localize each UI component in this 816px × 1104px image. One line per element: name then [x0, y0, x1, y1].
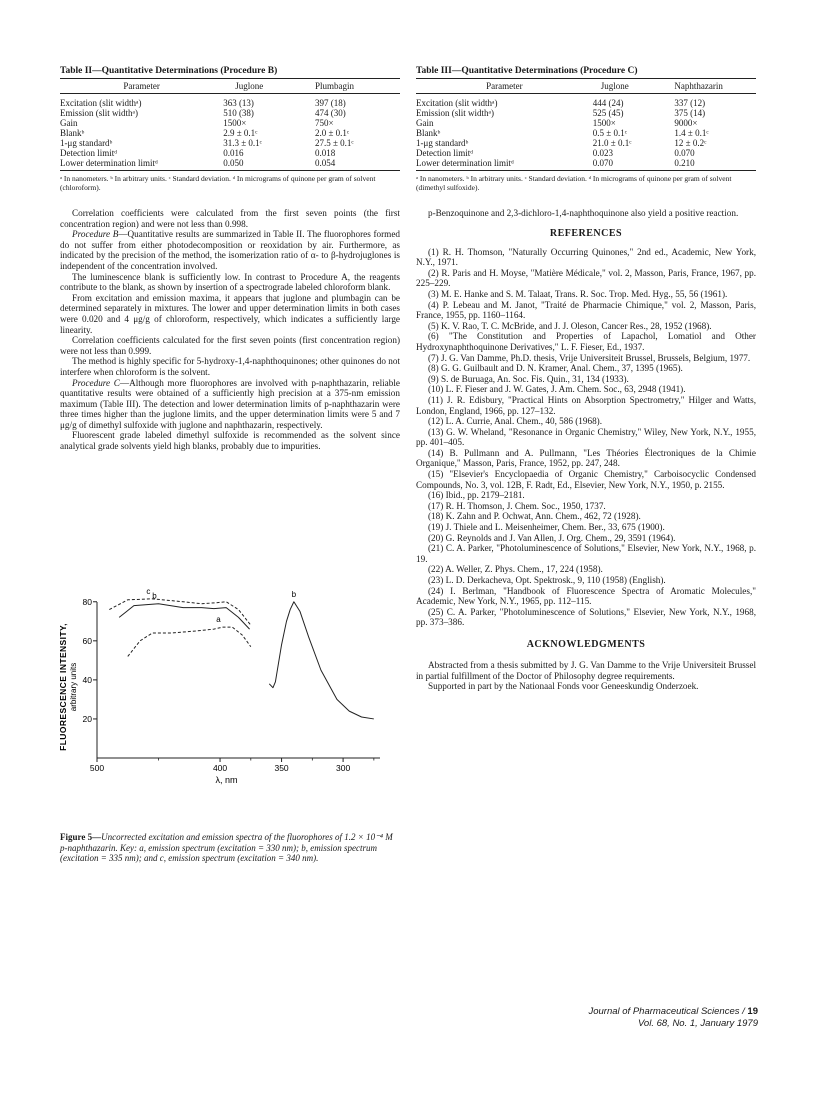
table-row — [416, 108, 756, 118]
reference-item: (22) A. Weller, Z. Phys. Chem., 17, 224 (1958). — [428, 564, 603, 575]
table-cell: 2.9 ± 0.1ᶜ — [223, 128, 258, 138]
table-cell: 0.018 — [314, 148, 336, 158]
table-cell: 0.023 — [592, 148, 614, 158]
table-cell: 0.070 — [593, 158, 675, 171]
paragraph: The luminescence blank is sufficiently low. In contrast to Procedure A, the reagents contribute to the blank, as shown by insertion of a spectrograde labeled chloroform blank. — [60, 271, 400, 293]
series-label: a — [216, 615, 221, 625]
series-label: b — [152, 591, 157, 601]
table-3-header: Juglone — [593, 79, 675, 94]
reference-item: (5) K. V. Rao, T. C. McBride, and J. J. Oleson, Cancer Res., 28, 1952 (1968). — [428, 320, 712, 331]
series-line-c — [109, 599, 251, 625]
table-cell: 0.050 — [223, 158, 315, 171]
reference-item: (1) R. H. Thomson, "Naturally Occurring Quinones," 2nd ed., Academic, New York, N.Y., 1971. — [416, 246, 756, 268]
reference-item: (21) C. A. Parker, "Photoluminescence of Solutions," Elsevier, New York, N.Y., 1968, p. 19. — [416, 543, 756, 564]
reference-item: (8) G. G. Guilbault and D. N. Kramer, Anal. Chem., 37, 1395 (1965). — [428, 363, 683, 374]
page-number: 19 — [747, 1006, 758, 1017]
references-heading: REFERENCES — [549, 227, 623, 239]
table-cell: 750× — [314, 118, 334, 128]
figure-5-caption: Figure 5—Uncorrected excitation and emission spectra of the fluorophores of 1.2 × 10⁻⁴ M p-naphthazarin. Key: a, emission spectrum (excitation = 330 nm); b, emission spectrum (excitation = 335 nm); and c, emission spectrum (excitation = 340 nm). — [60, 832, 393, 864]
reference-item: (23) L. D. Derkacheva, Opt. Spektrosk., 9, 110 (1958) (English). — [428, 575, 666, 585]
x-tick-label: 350 — [274, 763, 289, 773]
table-2-header: Juglone — [223, 79, 315, 94]
table-cell: Gain — [416, 118, 434, 128]
table-cell: 0.210 — [674, 158, 756, 171]
y-axis-label: FLUORESCENCE INTENSITY, — [58, 623, 68, 751]
paragraph: p-Benzoquinone and 2,3-dichloro-1,4-naphthoquinone also yield a positive reaction. — [428, 208, 739, 218]
table-cell: 1-μg standardᵇ — [60, 138, 113, 148]
table-cell: Gain — [60, 118, 78, 128]
table-cell: 1500× — [592, 118, 616, 128]
table-row — [60, 118, 400, 128]
paragraph: From excitation and emission maxima, it appears that juglone and plumbagin can be determined separately in mixtures. The lower and upper determination limits in both cases were 0.020 and 4 μg/g of chloroform, respectively, which indicates a sufficiently large linearity. — [60, 292, 400, 335]
table-cell: 337 (12) — [674, 98, 706, 108]
y-tick-label: 80 — [82, 596, 92, 607]
reference-item: (10) L. F. Fieser and J. W. Gates, J. Am. Chem. Soc., 63, 2948 (1941). — [428, 384, 686, 395]
table-cell: 9000× — [674, 118, 698, 128]
table-3-header: Parameter — [416, 79, 593, 94]
figure-5 — [58, 586, 400, 842]
reference-item: (20) G. Reynolds and J. Van Allen, J. Org. Chem., 29, 3591 (1964). — [428, 532, 676, 543]
table-cell: Excitation (slit widthᵃ) — [416, 98, 498, 108]
reference-item: (16) Ibid., pp. 2179–2181. — [428, 490, 525, 501]
table-cell: 525 (45) — [592, 108, 624, 118]
table-cell: Lower determination limitᵈ — [416, 158, 593, 171]
table-row — [416, 138, 756, 148]
table-cell: 0.054 — [315, 158, 400, 171]
series-label: b — [291, 589, 297, 599]
table-row — [60, 158, 400, 171]
table-cell: Detection limitᵈ — [416, 148, 474, 158]
page-footer — [588, 1006, 758, 1029]
table-cell: 397 (18) — [314, 98, 346, 108]
table-cell: Blankᵇ — [60, 128, 85, 138]
table-3-header: Naphthazarin — [674, 79, 756, 94]
table-row — [60, 128, 400, 138]
paragraph: Procedure C—Although more fluorophores are involved with p-naphthazarin, reliable quantitative results were obtained of a sufficiently high precision at a 375-nm emission maximum (Table III). The detection and lower determination limits of p-naphthazarin were three times higher than the juglone limits, and the upper determination limits were 5 and 7 μg/g of dimethyl sulfoxide with juglone and naphthazarin, respectively. — [60, 377, 400, 430]
table-cell: 0.070 — [674, 148, 695, 158]
volume-line: Vol. 68, No. 1, January 1979 — [637, 1017, 758, 1029]
reference-item: (19) J. Thiele and L. Meisenheimer, Chem. Ber., 33, 675 (1900). — [428, 522, 665, 533]
series-label: c — [146, 586, 151, 596]
paragraph: Procedure B—Quantitative results are summarized in Table II. The fluorophores formed do not suffer from either photodecomposition or reoxidation by air. Furthermore, as indicated by the precision of the method, the isomerization ratio of α- to β-hydrojuglones is independent of the concentration involved. — [60, 229, 400, 271]
right-column — [416, 66, 756, 692]
right-intro-text — [416, 208, 756, 219]
x-tick-label: 400 — [212, 763, 228, 773]
reference-item: (12) L. A. Currie, Anal. Chem., 40, 586 (1968). — [428, 416, 603, 427]
table-cell: 375 (14) — [674, 108, 706, 118]
table-cell: 0.016 — [223, 148, 244, 158]
reference-item: (7) J. G. Van Damme, Ph.D. thesis, Vrije Universiteit Brussel, Brussels, Belgium, 1977. — [428, 352, 751, 363]
table-row — [416, 128, 756, 138]
x-tick-label: 300 — [335, 763, 351, 773]
y-tick-label: 60 — [82, 635, 92, 646]
reference-item: (2) R. Paris and H. Moyse, "Matière Médicale," vol. 2, Masson, Paris, France, 1967, pp. 225–229. — [416, 267, 756, 289]
x-axis-label: λ, nm — [215, 775, 238, 785]
series-line-b — [269, 602, 374, 719]
emission-spectra-chart — [58, 586, 400, 842]
table-row — [60, 148, 400, 158]
paragraph: Correlation coefficients were calculated from the first seven points (the first concentration region) and were not less than 0.998. — [60, 208, 400, 229]
table-3-footnote: ᵃ In nanometers. ᵇ In arbitrary units. ᶜ Standard deviation. ᵈ In micrograms of quinone per gram of solvent (dimethyl sulfoxide). — [416, 174, 732, 192]
reference-item: (17) R. H. Thomson, J. Chem. Soc., 1950, 1737. — [428, 500, 606, 511]
left-body-text — [60, 208, 400, 452]
left-column — [60, 66, 400, 452]
reference-item: (18) K. Zahn and P. Ochwat, Ann. Chem., 462, 72 (1928). — [428, 511, 641, 522]
table-row — [416, 118, 756, 128]
table-cell: 27.5 ± 0.1ᶜ — [314, 138, 354, 148]
reference-item: (25) C. A. Parker, "Photoluminescence of Solutions," Elsevier, New York, N.Y., 1968, pp. 373–386. — [416, 606, 756, 628]
table-2 — [60, 78, 400, 171]
y-tick-label: 40 — [82, 674, 92, 685]
table-row — [416, 148, 756, 158]
table-cell: 510 (38) — [223, 108, 254, 118]
y-tick-label: 20 — [82, 713, 92, 724]
paragraph: Correlation coefficients calculated for the first seven points (first concentration region) were not less than 0.999. — [60, 335, 400, 356]
acknowledgments-text — [416, 660, 756, 692]
table-cell: 0.5 ± 0.1ᶜ — [592, 128, 628, 138]
paragraph: Fluorescent grade labeled dimethyl sulfoxide is recommended as the solvent since analytical grade solvents yield high blanks, probably due to impurities. — [60, 430, 400, 452]
references-list — [416, 247, 756, 628]
acknowledgments-heading: ACKNOWLEDGMENTS — [526, 638, 646, 650]
reference-item: (9) S. de Buruaga, An. Soc. Fis. Quin., 31, 134 (1933). — [428, 373, 629, 384]
table-cell: 1-μg standardᵇ — [416, 138, 469, 148]
table-row — [60, 108, 400, 118]
series-line-b — [119, 604, 249, 629]
table-2-caption: Table II—Quantitative Determinations (Procedure B) — [60, 66, 278, 76]
table-cell: Emission (slit widthᵃ) — [60, 108, 138, 118]
paragraph: Supported in part by the Nationaal Fonds voor Geneeskundig Onderzoek. — [428, 681, 699, 692]
reference-item: (24) I. Berlman, "Handbook of Fluorescence Spectra of Aromatic Molecules," Academic, New York, N.Y., 1965, pp. 112–115. — [416, 585, 756, 607]
table-2-footnote: ᵃ In nanometers. ᵇ In arbitrary units. ᶜ Standard deviation. ᵈ In micrograms of quinone per gram of solvent (chloroform). — [60, 174, 376, 192]
table-cell: 31.3 ± 0.1ᶜ — [223, 138, 262, 148]
table-row — [60, 138, 400, 148]
reference-item: (14) B. Pullmann and A. Pullmann, "Les Théories Électroniques de la Chimie Organique," Masson, Paris, France, 1952, pp. 247, 248. — [416, 447, 756, 469]
paragraph: The method is highly specific for 5-hydroxy-1,4-naphthoquinones; other quinones do not interfere when chloroform is the solvent. — [60, 356, 400, 377]
reference-item: (11) J. R. Edisbury, "Practical Hints on Absorption Spectrometry," Hilger and Watts, London, England, 1966, pp. 127–132. — [416, 394, 756, 416]
journal-line: Journal of Pharmaceutical Sciences / 19 — [588, 1006, 758, 1017]
y-axis-sublabel: arbitrary units — [69, 662, 78, 712]
x-tick-label: 500 — [89, 763, 105, 773]
table-row — [60, 94, 400, 109]
table-cell: 21.0 ± 0.1ᶜ — [592, 138, 632, 148]
table-row — [416, 94, 756, 109]
table-cell: 1.4 ± 0.1ᶜ — [674, 128, 709, 138]
table-3-caption: Table III—Quantitative Determinations (Procedure C) — [416, 66, 638, 76]
reference-item: (4) P. Lebeau and M. Janot, "Traité de Pharmacie Chimique," vol. 2, Masson, Paris, France, 1955, pp. 1160–1164. — [416, 299, 756, 321]
table-cell: Blankᵇ — [416, 128, 441, 138]
table-cell: Detection limitᵈ — [60, 148, 118, 158]
reference-item: (6) "The Constitution and Properties of Lapachol, Lomatiol and Other Hydroxynaphthoquinone Derivatives," L. F. Fieser, Ed., 1937. — [416, 331, 756, 352]
table-cell: Lower determination limitᵈ — [60, 158, 223, 171]
paragraph: Abstracted from a thesis submitted by J. G. Van Damme to the Vrije Universiteit Brussel in partial fulfillment of the Doctor of Philosophy degree requirements. — [416, 659, 756, 681]
reference-item: (15) "Elsevier's Encyclopaedia of Organic Chemistry," Carboisocyclic Condensed Compounds, No. 3, vol. 12B, F. Radt, Ed., Elsevier, New York, N.Y., 1950, p. 2155. — [416, 469, 756, 490]
table-cell: Excitation (slit widthᵃ) — [60, 98, 142, 108]
reference-item: (13) G. W. Wheland, "Resonance in Organic Chemistry," Wiley, New York, N.Y., 1955, pp. 401–405. — [416, 426, 756, 448]
table-cell: 2.0 ± 0.1ᶜ — [314, 128, 350, 138]
table-row — [416, 158, 756, 171]
table-cell: 363 (13) — [223, 98, 254, 108]
table-cell: 1500× — [223, 118, 247, 128]
table-cell: 474 (30) — [314, 108, 346, 118]
table-cell: 444 (24) — [592, 98, 624, 108]
table-cell: Emission (slit widthᵃ) — [416, 108, 494, 118]
table-2-header: Plumbagin — [315, 79, 400, 94]
series-line-a — [128, 627, 251, 656]
table-cell: 12 ± 0.2ᶜ — [674, 138, 707, 148]
reference-item: (3) M. E. Hanke and S. M. Talaat, Trans. R. Soc. Trop. Med. Hyg., 55, 56 (1961). — [428, 288, 728, 299]
table-3 — [416, 78, 756, 171]
table-2-header: Parameter — [60, 79, 223, 94]
